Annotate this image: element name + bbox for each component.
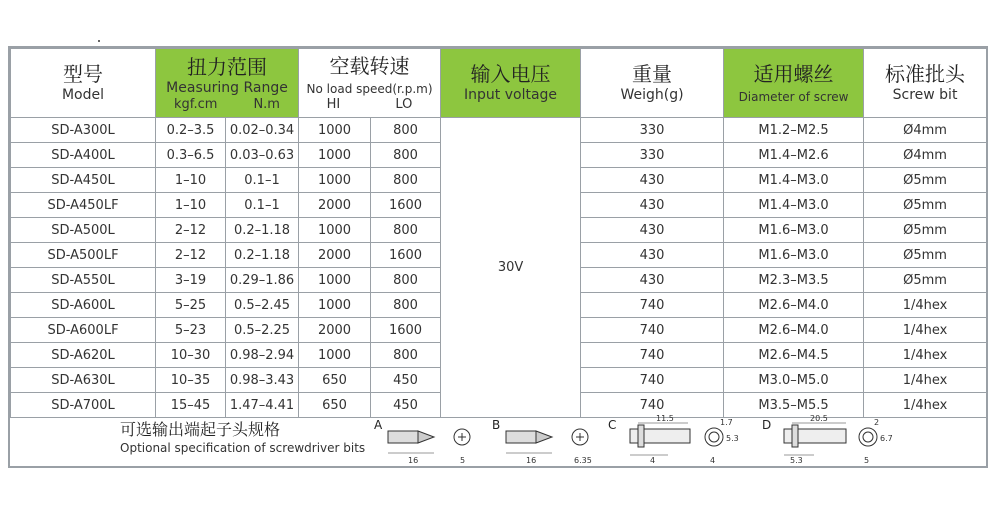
cell-screw: M3.5–M5.5 bbox=[724, 393, 864, 418]
cell-lo: 800 bbox=[371, 343, 441, 368]
cell-kgf: 1–10 bbox=[156, 168, 226, 193]
cell-kgf: 1–10 bbox=[156, 193, 226, 218]
cell-nm: 0.1–1 bbox=[226, 193, 299, 218]
cell-lo: 800 bbox=[371, 168, 441, 193]
cell-screw: M3.0–M5.0 bbox=[724, 368, 864, 393]
cell-model: SD-A450L bbox=[11, 168, 156, 193]
bit-d-diagram bbox=[762, 413, 902, 465]
cell-screw: M2.6–M4.0 bbox=[724, 293, 864, 318]
cell-lo: 1600 bbox=[371, 318, 441, 343]
bit-a-letter: A bbox=[374, 418, 383, 432]
cell-weight: 430 bbox=[581, 218, 724, 243]
stray-dot bbox=[98, 40, 100, 42]
cell-kgf: 10–30 bbox=[156, 343, 226, 368]
cell-nm: 0.1–1 bbox=[226, 168, 299, 193]
table-row bbox=[11, 118, 987, 143]
cell-model: SD-A600L bbox=[11, 293, 156, 318]
bit-c-letter: C bbox=[608, 418, 617, 432]
cell-weight: 430 bbox=[581, 243, 724, 268]
cell-lo: 800 bbox=[371, 143, 441, 168]
cell-screw: M1.4–M2.6 bbox=[724, 143, 864, 168]
bit-a-diagram bbox=[374, 413, 484, 465]
cell-model: SD-A600LF bbox=[11, 318, 156, 343]
cell-model: SD-A500LF bbox=[11, 243, 156, 268]
cell-kgf: 0.3–6.5 bbox=[156, 143, 226, 168]
svg-text:4: 4 bbox=[650, 456, 656, 465]
bit-b-letter: B bbox=[492, 418, 501, 432]
svg-text:11.5: 11.5 bbox=[656, 414, 674, 423]
svg-text:5: 5 bbox=[460, 456, 466, 465]
cell-weight: 430 bbox=[581, 168, 724, 193]
cell-bit: 1/4hex bbox=[864, 368, 987, 393]
cell-model: SD-A400L bbox=[11, 143, 156, 168]
cell-weight: 740 bbox=[581, 393, 724, 418]
bit-options bbox=[10, 409, 986, 466]
cell-screw: M2.6–M4.0 bbox=[724, 318, 864, 343]
cell-hi: 1000 bbox=[299, 218, 371, 243]
cell-lo: 1600 bbox=[371, 193, 441, 218]
svg-text:6.35: 6.35 bbox=[574, 456, 592, 465]
cell-nm: 0.98–2.94 bbox=[226, 343, 299, 368]
cell-bit: 1/4hex bbox=[864, 393, 987, 418]
cell-screw: M1.6–M3.0 bbox=[724, 218, 864, 243]
cell-bit: Ø5mm bbox=[864, 168, 987, 193]
cell-bit: 1/4hex bbox=[864, 343, 987, 368]
cell-hi: 2000 bbox=[299, 318, 371, 343]
cell-model: SD-A700L bbox=[11, 393, 156, 418]
header-torque: 扭力范围 Measuring Range kgf.cm N.m bbox=[156, 49, 299, 118]
options-title-cn: 可选输出端起子头规格 bbox=[120, 420, 281, 439]
cell-nm: 0.5–2.45 bbox=[226, 293, 299, 318]
svg-text:5.3: 5.3 bbox=[726, 434, 739, 443]
cell-nm: 0.03–0.63 bbox=[226, 143, 299, 168]
cell-hi: 2000 bbox=[299, 193, 371, 218]
cell-kgf: 2–12 bbox=[156, 218, 226, 243]
cell-lo: 450 bbox=[371, 368, 441, 393]
cell-weight: 330 bbox=[581, 118, 724, 143]
bit-c-diagram bbox=[608, 413, 748, 465]
cell-lo: 800 bbox=[371, 218, 441, 243]
cell-kgf: 5–25 bbox=[156, 293, 226, 318]
cell-bit: Ø5mm bbox=[864, 193, 987, 218]
cell-weight: 740 bbox=[581, 368, 724, 393]
cell-model: SD-A300L bbox=[11, 118, 156, 143]
svg-text:6.7: 6.7 bbox=[880, 434, 893, 443]
options-title-en: Optional specification of screwdriver bits bbox=[120, 441, 366, 455]
cell-model: SD-A550L bbox=[11, 268, 156, 293]
svg-text:5: 5 bbox=[864, 456, 870, 465]
cell-screw: M1.4–M3.0 bbox=[724, 193, 864, 218]
cell-bit: 1/4hex bbox=[864, 293, 987, 318]
cell-lo: 450 bbox=[371, 393, 441, 418]
cell-bit: Ø4mm bbox=[864, 143, 987, 168]
cell-lo: 800 bbox=[371, 118, 441, 143]
cell-model: SD-A630L bbox=[11, 368, 156, 393]
svg-text:16: 16 bbox=[526, 456, 537, 465]
header-bit: 标准批头 Screw bit bbox=[864, 49, 987, 118]
svg-text:4: 4 bbox=[710, 456, 716, 465]
cell-hi: 2000 bbox=[299, 243, 371, 268]
header-weight: 重量 Weigh(g) bbox=[581, 49, 724, 118]
cell-weight: 740 bbox=[581, 343, 724, 368]
svg-text:20.5: 20.5 bbox=[810, 414, 828, 423]
cell-screw: M2.6–M4.5 bbox=[724, 343, 864, 368]
cell-hi: 1000 bbox=[299, 268, 371, 293]
header-voltage: 输入电压 Input voltage bbox=[441, 49, 581, 118]
svg-text:2: 2 bbox=[874, 418, 880, 427]
cell-screw: M1.6–M3.0 bbox=[724, 243, 864, 268]
cell-weight: 330 bbox=[581, 143, 724, 168]
cell-weight: 740 bbox=[581, 318, 724, 343]
cell-voltage: 30V bbox=[441, 118, 581, 418]
cell-hi: 1000 bbox=[299, 343, 371, 368]
cell-lo: 800 bbox=[371, 293, 441, 318]
cell-kgf: 3–19 bbox=[156, 268, 226, 293]
cell-kgf: 10–35 bbox=[156, 368, 226, 393]
cell-kgf: 5–23 bbox=[156, 318, 226, 343]
cell-model: SD-A620L bbox=[11, 343, 156, 368]
svg-text:16: 16 bbox=[408, 456, 419, 465]
cell-hi: 1000 bbox=[299, 118, 371, 143]
bit-d-letter: D bbox=[762, 418, 772, 432]
cell-kgf: 2–12 bbox=[156, 243, 226, 268]
cell-kgf: 15–45 bbox=[156, 393, 226, 418]
cell-nm: 0.98–3.43 bbox=[226, 368, 299, 393]
cell-hi: 650 bbox=[299, 393, 371, 418]
cell-kgf: 0.2–3.5 bbox=[156, 118, 226, 143]
cell-nm: 1.47–4.41 bbox=[226, 393, 299, 418]
cell-bit: Ø4mm bbox=[864, 118, 987, 143]
cell-screw: M2.3–M3.5 bbox=[724, 268, 864, 293]
cell-weight: 740 bbox=[581, 293, 724, 318]
cell-lo: 1600 bbox=[371, 243, 441, 268]
cell-screw: M1.2–M2.5 bbox=[724, 118, 864, 143]
cell-screw: M1.4–M3.0 bbox=[724, 168, 864, 193]
cell-nm: 0.29–1.86 bbox=[226, 268, 299, 293]
cell-weight: 430 bbox=[581, 193, 724, 218]
cell-nm: 0.02–0.34 bbox=[226, 118, 299, 143]
cell-weight: 430 bbox=[581, 268, 724, 293]
cell-bit: Ø5mm bbox=[864, 268, 987, 293]
cell-lo: 800 bbox=[371, 268, 441, 293]
cell-hi: 1000 bbox=[299, 293, 371, 318]
bit-b-diagram bbox=[492, 413, 602, 465]
cell-nm: 0.2–1.18 bbox=[226, 243, 299, 268]
svg-text:5.3: 5.3 bbox=[790, 456, 803, 465]
cell-model: SD-A500L bbox=[11, 218, 156, 243]
cell-hi: 1000 bbox=[299, 168, 371, 193]
cell-bit: Ø5mm bbox=[864, 218, 987, 243]
header-screw: 适用螺丝 Diameter of screw bbox=[724, 49, 864, 118]
cell-nm: 0.2–1.18 bbox=[226, 218, 299, 243]
spec-table-frame bbox=[8, 46, 988, 468]
cell-bit: Ø5mm bbox=[864, 243, 987, 268]
cell-hi: 650 bbox=[299, 368, 371, 393]
cell-nm: 0.5–2.25 bbox=[226, 318, 299, 343]
cell-bit: 1/4hex bbox=[864, 318, 987, 343]
header-model: 型号 Model bbox=[11, 49, 156, 118]
spec-table bbox=[10, 48, 987, 418]
svg-text:1.7: 1.7 bbox=[720, 418, 733, 427]
cell-model: SD-A450LF bbox=[11, 193, 156, 218]
cell-hi: 1000 bbox=[299, 143, 371, 168]
header-speed: 空载转速 No load speed(r.p.m) HI LO bbox=[299, 49, 441, 118]
